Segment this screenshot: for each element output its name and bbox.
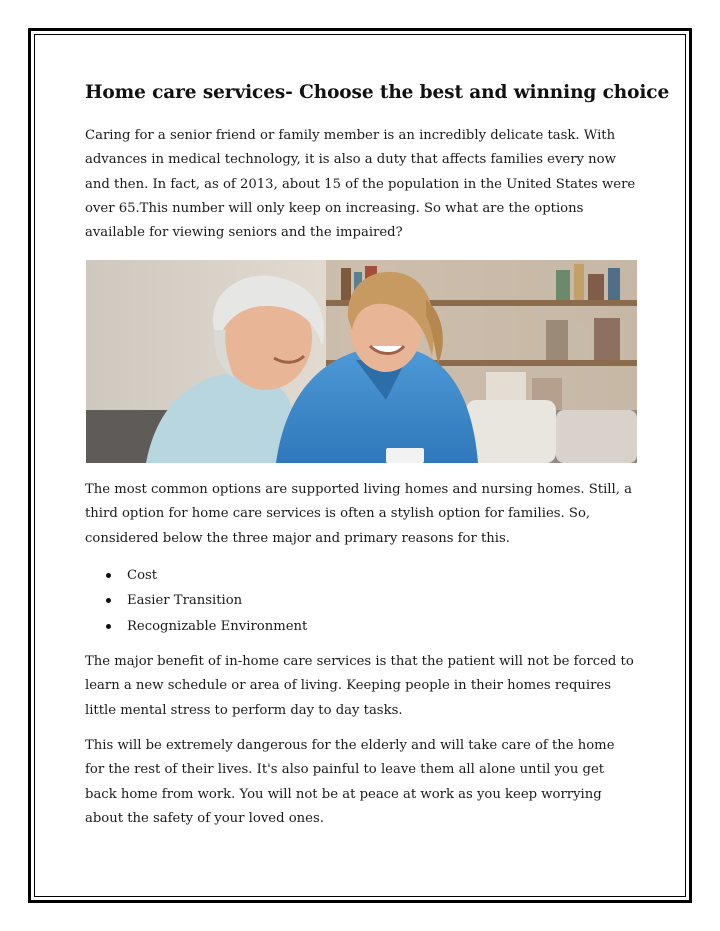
benefit-paragraph: The major benefit of in-home care services is that the patient will not be forced to learn a new schedule or area of living. Keeping people in their homes requires little mental stress to perform day to day tasks.: [85, 654, 634, 718]
list-item: [85, 614, 637, 639]
reasons-list: [85, 563, 637, 639]
article-title: Home care services- Choose the best and winning choice: [85, 82, 670, 103]
list-item: [85, 563, 637, 588]
list-item-label: Recognizable Environment: [127, 618, 308, 634]
bullet-icon: [106, 573, 111, 578]
list-item: [85, 588, 637, 613]
closing-paragraph: This will be extremely dangerous for the elderly and will take care of the home for the rest of their lives. It's also painful to leave them all alone until you get back home from work. You will not be at peace at work as you keep worrying about the safety of your loved ones.: [85, 738, 615, 826]
list-item-label: Easier Transition: [127, 593, 243, 609]
bullet-icon: [106, 624, 111, 629]
caregiver-photo: [86, 260, 637, 463]
options-paragraph: The most common options are supported living homes and nursing homes. Still, a third option for home care services is often a stylish option for families. So, considered below the three major and primary reasons for this.: [85, 482, 632, 546]
bullet-icon: [106, 598, 111, 603]
intro-paragraph: Caring for a senior friend or family member is an incredibly delicate task. With advances in medical technology, it is also a duty that affects families every now and then. In fact, as of 2013, about 15 of the population in the United States were over 65.This number will only keep on increasing. So what are the options available for viewing seniors and the impaired?: [85, 128, 636, 241]
list-item-label: Cost: [127, 568, 158, 583]
